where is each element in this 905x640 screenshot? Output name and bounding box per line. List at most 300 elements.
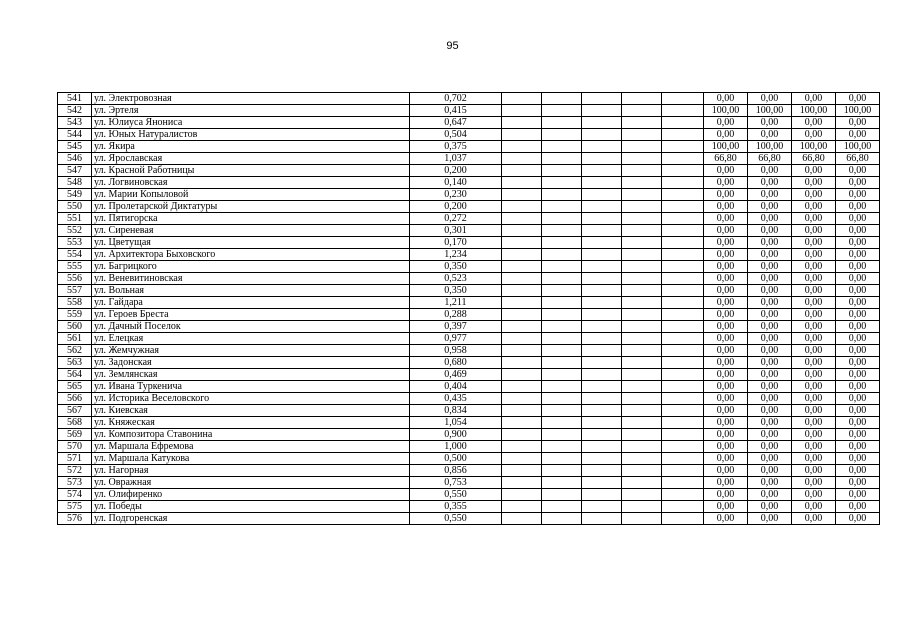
value-cell: 0,00 [792,129,836,141]
empty-cell [502,381,542,393]
table-row [58,465,880,477]
empty-cell [662,369,704,381]
empty-cell [542,453,582,465]
value-cell: 0,00 [704,465,748,477]
empty-cell [662,213,704,225]
empty-cell [622,153,662,165]
value-cell: 0,00 [792,93,836,105]
empty-cell [662,261,704,273]
empty-cell [582,225,622,237]
street-name-cell: ул. Композитора Ставонина [92,429,410,441]
value-cell: 0,00 [792,225,836,237]
empty-cell [542,429,582,441]
empty-cell [582,369,622,381]
row-number-cell: 567 [58,405,92,417]
empty-cell [662,153,704,165]
empty-cell [582,141,622,153]
table-row [58,129,880,141]
length-cell: 0,301 [410,225,502,237]
empty-cell [582,117,622,129]
empty-cell [582,345,622,357]
value-cell: 0,00 [836,333,880,345]
value-cell: 0,00 [704,333,748,345]
empty-cell [502,501,542,513]
empty-cell [622,213,662,225]
value-cell: 0,00 [748,237,792,249]
empty-cell [582,213,622,225]
value-cell: 0,00 [836,177,880,189]
length-cell: 0,355 [410,501,502,513]
value-cell: 0,00 [792,513,836,525]
table-row [58,477,880,489]
empty-cell [662,297,704,309]
value-cell: 100,00 [748,141,792,153]
value-cell: 0,00 [748,273,792,285]
street-name-cell: ул. Маршала Катукова [92,453,410,465]
empty-cell [582,429,622,441]
empty-cell [622,297,662,309]
value-cell: 0,00 [836,201,880,213]
value-cell: 0,00 [836,273,880,285]
value-cell: 0,00 [792,453,836,465]
row-number-cell: 555 [58,261,92,273]
row-number-cell: 554 [58,249,92,261]
row-number-cell: 566 [58,393,92,405]
empty-cell [542,105,582,117]
street-name-cell: ул. Княжеская [92,417,410,429]
row-number-cell: 544 [58,129,92,141]
table-row [58,453,880,465]
empty-cell [622,489,662,501]
empty-cell [542,237,582,249]
row-number-cell: 574 [58,489,92,501]
empty-cell [502,105,542,117]
value-cell: 0,00 [836,345,880,357]
value-cell: 0,00 [836,249,880,261]
value-cell: 0,00 [792,333,836,345]
value-cell: 0,00 [792,477,836,489]
value-cell: 0,00 [792,213,836,225]
value-cell: 0,00 [836,261,880,273]
row-number-cell: 546 [58,153,92,165]
street-name-cell: ул. Елецкая [92,333,410,345]
streets-table [57,92,880,525]
row-number-cell: 571 [58,453,92,465]
value-cell: 0,00 [836,213,880,225]
row-number-cell: 542 [58,105,92,117]
empty-cell [542,201,582,213]
value-cell: 0,00 [704,441,748,453]
empty-cell [582,249,622,261]
value-cell: 0,00 [748,513,792,525]
row-number-cell: 541 [58,93,92,105]
street-name-cell: ул. Киевская [92,405,410,417]
value-cell: 0,00 [748,321,792,333]
value-cell: 0,00 [792,177,836,189]
empty-cell [582,261,622,273]
empty-cell [622,321,662,333]
empty-cell [622,225,662,237]
length-cell: 0,856 [410,465,502,477]
length-cell: 0,550 [410,513,502,525]
empty-cell [502,369,542,381]
empty-cell [582,513,622,525]
value-cell: 0,00 [836,417,880,429]
empty-cell [662,465,704,477]
empty-cell [502,225,542,237]
value-cell: 0,00 [704,309,748,321]
length-cell: 1,000 [410,441,502,453]
value-cell: 0,00 [836,225,880,237]
value-cell: 0,00 [792,405,836,417]
empty-cell [502,441,542,453]
row-number-cell: 563 [58,357,92,369]
empty-cell [582,405,622,417]
value-cell: 0,00 [704,225,748,237]
length-cell: 0,272 [410,213,502,225]
row-number-cell: 573 [58,477,92,489]
value-cell: 0,00 [748,129,792,141]
value-cell: 0,00 [748,441,792,453]
empty-cell [502,249,542,261]
street-name-cell: ул. Якира [92,141,410,153]
row-number-cell: 569 [58,429,92,441]
value-cell: 0,00 [704,345,748,357]
empty-cell [662,417,704,429]
empty-cell [582,333,622,345]
empty-cell [622,237,662,249]
empty-cell [622,165,662,177]
empty-cell [502,429,542,441]
empty-cell [502,309,542,321]
street-name-cell: ул. Жемчужная [92,345,410,357]
empty-cell [542,333,582,345]
length-cell: 0,200 [410,201,502,213]
empty-cell [542,249,582,261]
length-cell: 0,523 [410,273,502,285]
value-cell: 0,00 [704,285,748,297]
empty-cell [502,165,542,177]
empty-cell [502,141,542,153]
empty-cell [502,357,542,369]
empty-cell [582,237,622,249]
empty-cell [502,201,542,213]
empty-cell [622,513,662,525]
length-cell: 0,200 [410,165,502,177]
empty-cell [582,477,622,489]
street-name-cell: ул. Пролетарской Диктатуры [92,201,410,213]
empty-cell [542,357,582,369]
empty-cell [662,357,704,369]
table-row [58,153,880,165]
row-number-cell: 558 [58,297,92,309]
value-cell: 100,00 [792,141,836,153]
value-cell: 0,00 [836,477,880,489]
empty-cell [582,297,622,309]
empty-cell [582,309,622,321]
value-cell: 0,00 [836,513,880,525]
street-name-cell: ул. Ярославская [92,153,410,165]
row-number-cell: 564 [58,369,92,381]
value-cell: 0,00 [792,261,836,273]
empty-cell [582,381,622,393]
value-cell: 0,00 [704,201,748,213]
value-cell: 0,00 [748,93,792,105]
value-cell: 0,00 [792,369,836,381]
empty-cell [582,285,622,297]
length-cell: 0,958 [410,345,502,357]
table-row [58,369,880,381]
street-name-cell: ул. Цветущая [92,237,410,249]
value-cell: 0,00 [792,285,836,297]
row-number-cell: 572 [58,465,92,477]
row-number-cell: 543 [58,117,92,129]
empty-cell [502,465,542,477]
value-cell: 0,00 [836,489,880,501]
row-number-cell: 553 [58,237,92,249]
length-cell: 0,350 [410,285,502,297]
empty-cell [502,273,542,285]
value-cell: 0,00 [836,309,880,321]
empty-cell [502,177,542,189]
empty-cell [622,345,662,357]
value-cell: 0,00 [792,381,836,393]
empty-cell [542,405,582,417]
empty-cell [582,177,622,189]
value-cell: 0,00 [748,393,792,405]
value-cell: 0,00 [792,441,836,453]
length-cell: 0,375 [410,141,502,153]
empty-cell [662,333,704,345]
row-number-cell: 570 [58,441,92,453]
value-cell: 0,00 [792,465,836,477]
empty-cell [582,357,622,369]
empty-cell [582,165,622,177]
value-cell: 66,80 [792,153,836,165]
empty-cell [662,309,704,321]
empty-cell [622,129,662,141]
length-cell: 0,288 [410,309,502,321]
empty-cell [542,441,582,453]
empty-cell [622,453,662,465]
empty-cell [662,453,704,465]
empty-cell [622,201,662,213]
empty-cell [662,177,704,189]
empty-cell [542,477,582,489]
row-number-cell: 562 [58,345,92,357]
value-cell: 0,00 [748,489,792,501]
empty-cell [622,177,662,189]
value-cell: 0,00 [704,261,748,273]
empty-cell [622,393,662,405]
length-cell: 0,702 [410,93,502,105]
empty-cell [662,129,704,141]
street-name-cell: ул. Ивана Туркенича [92,381,410,393]
street-name-cell: ул. Красной Работницы [92,165,410,177]
row-number-cell: 545 [58,141,92,153]
value-cell: 0,00 [792,201,836,213]
empty-cell [622,441,662,453]
street-name-cell: ул. Веневитиновская [92,273,410,285]
empty-cell [542,297,582,309]
empty-cell [662,321,704,333]
length-cell: 0,170 [410,237,502,249]
empty-cell [622,285,662,297]
value-cell: 0,00 [836,393,880,405]
empty-cell [622,381,662,393]
table-row [58,237,880,249]
empty-cell [542,177,582,189]
empty-cell [622,117,662,129]
street-name-cell: ул. Эртеля [92,105,410,117]
value-cell: 0,00 [704,357,748,369]
empty-cell [662,141,704,153]
table-row [58,225,880,237]
empty-cell [542,513,582,525]
table-row [58,489,880,501]
empty-cell [542,189,582,201]
empty-cell [542,417,582,429]
empty-cell [622,357,662,369]
row-number-cell: 575 [58,501,92,513]
empty-cell [662,93,704,105]
value-cell: 0,00 [836,129,880,141]
value-cell: 0,00 [704,321,748,333]
value-cell: 0,00 [748,429,792,441]
street-name-cell: ул. Багрицкого [92,261,410,273]
street-name-cell: ул. Марии Копыловой [92,189,410,201]
empty-cell [582,189,622,201]
value-cell: 0,00 [792,501,836,513]
empty-cell [542,369,582,381]
empty-cell [502,93,542,105]
street-name-cell: ул. Пятигорска [92,213,410,225]
length-cell: 0,680 [410,357,502,369]
street-name-cell: ул. Землянская [92,369,410,381]
value-cell: 0,00 [704,213,748,225]
value-cell: 0,00 [792,165,836,177]
length-cell: 0,435 [410,393,502,405]
length-cell: 1,037 [410,153,502,165]
table-row [58,321,880,333]
value-cell: 66,80 [704,153,748,165]
empty-cell [502,297,542,309]
value-cell: 0,00 [704,501,748,513]
empty-cell [502,213,542,225]
value-cell: 100,00 [836,141,880,153]
value-cell: 0,00 [748,297,792,309]
table-row [58,393,880,405]
empty-cell [502,417,542,429]
length-cell: 0,140 [410,177,502,189]
value-cell: 0,00 [748,285,792,297]
value-cell: 0,00 [748,225,792,237]
value-cell: 0,00 [748,309,792,321]
street-name-cell: ул. Дачный Поселок [92,321,410,333]
empty-cell [662,501,704,513]
value-cell: 0,00 [836,117,880,129]
row-number-cell: 559 [58,309,92,321]
empty-cell [542,165,582,177]
length-cell: 0,415 [410,105,502,117]
value-cell: 0,00 [704,393,748,405]
empty-cell [582,453,622,465]
empty-cell [622,405,662,417]
empty-cell [622,189,662,201]
value-cell: 0,00 [748,249,792,261]
empty-cell [542,129,582,141]
empty-cell [662,105,704,117]
value-cell: 0,00 [836,285,880,297]
value-cell: 0,00 [748,357,792,369]
table-row [58,501,880,513]
length-cell: 0,977 [410,333,502,345]
empty-cell [582,93,622,105]
value-cell: 0,00 [704,189,748,201]
empty-cell [662,201,704,213]
empty-cell [542,117,582,129]
empty-cell [622,93,662,105]
value-cell: 0,00 [748,117,792,129]
street-name-cell: ул. Победы [92,501,410,513]
row-number-cell: 547 [58,165,92,177]
value-cell: 0,00 [748,165,792,177]
length-cell: 0,404 [410,381,502,393]
empty-cell [662,405,704,417]
empty-cell [662,225,704,237]
empty-cell [582,501,622,513]
table-row [58,117,880,129]
empty-cell [662,345,704,357]
empty-cell [662,237,704,249]
value-cell: 0,00 [836,93,880,105]
empty-cell [542,273,582,285]
value-cell: 0,00 [704,489,748,501]
value-cell: 0,00 [792,309,836,321]
value-cell: 0,00 [792,249,836,261]
empty-cell [662,117,704,129]
value-cell: 0,00 [836,297,880,309]
length-cell: 0,834 [410,405,502,417]
empty-cell [542,93,582,105]
length-cell: 0,469 [410,369,502,381]
value-cell: 0,00 [748,333,792,345]
table-row [58,333,880,345]
value-cell: 100,00 [704,141,748,153]
value-cell: 0,00 [704,273,748,285]
street-name-cell: ул. Нагорная [92,465,410,477]
length-cell: 0,350 [410,261,502,273]
table-row [58,105,880,117]
value-cell: 0,00 [704,249,748,261]
row-number-cell: 556 [58,273,92,285]
value-cell: 100,00 [704,105,748,117]
value-cell: 0,00 [836,405,880,417]
length-cell: 1,211 [410,297,502,309]
table-row [58,261,880,273]
empty-cell [502,345,542,357]
empty-cell [622,465,662,477]
table-row [58,297,880,309]
value-cell: 0,00 [704,453,748,465]
table-row [58,93,880,105]
empty-cell [622,369,662,381]
value-cell: 0,00 [748,477,792,489]
value-cell: 0,00 [792,273,836,285]
value-cell: 0,00 [836,237,880,249]
empty-cell [582,489,622,501]
empty-cell [662,477,704,489]
